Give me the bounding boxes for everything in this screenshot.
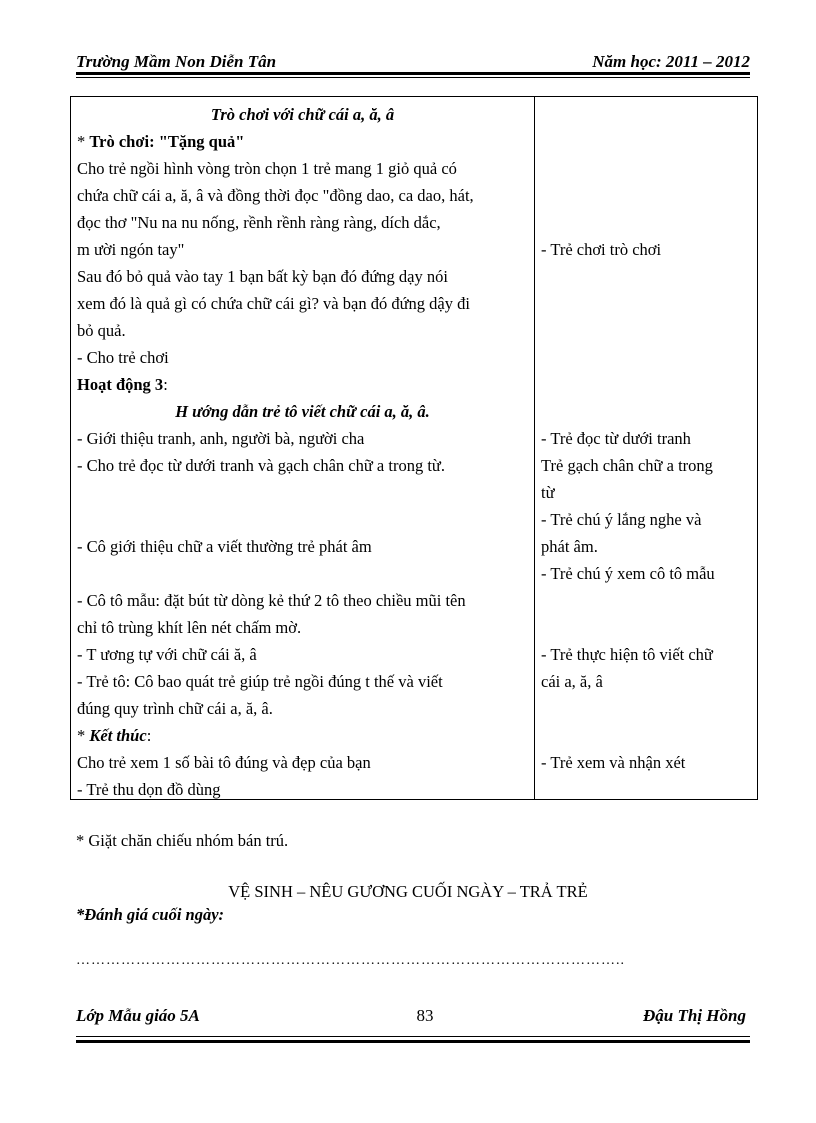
activity-line: đúng quy trình chữ cái a, ă, â. — [77, 699, 273, 718]
evaluation-dotted-line: ……………………………………………………………………………………………….. — [76, 953, 625, 968]
child-activity-line: - Trẻ chú ý lắng nghe và — [541, 510, 702, 529]
activity-line: xem đó là quả gì có chứa chữ cái gì? và bạn đó đứng dậy đi — [77, 294, 470, 313]
activity-line: Sau đó bỏ quả vào tay 1 bạn bất kỳ bạn đó đứng dạy nói — [77, 267, 448, 286]
column-divider — [534, 97, 535, 799]
child-activity-line: - Trẻ thực hiện tô viết chữ — [541, 645, 713, 664]
activity-line: bỏ quả. — [77, 321, 126, 340]
child-activity-line: Trẻ gạch chân chữ a trong — [541, 456, 713, 475]
game-label: Trò chơi — [89, 132, 150, 151]
child-activity-line: - Trẻ đọc từ dưới tranh — [541, 429, 691, 448]
colon: : — [146, 726, 152, 745]
footer-rule — [76, 1040, 750, 1043]
footer-rule-thin — [76, 1036, 750, 1037]
conclusion-label: Kết thúc — [89, 726, 147, 745]
game-name: : "Tặng quả" — [149, 132, 245, 151]
activity-3-label: Hoạt động 3 — [77, 375, 164, 394]
header-rule — [76, 72, 750, 75]
page-number: 83 — [416, 1006, 434, 1025]
child-activity-line: phát âm. — [541, 537, 598, 556]
lesson-table — [70, 96, 758, 800]
child-activity-line: cái a, ă, â — [541, 672, 603, 691]
evaluation-label: *Đánh giá cuối ngày: — [76, 905, 225, 924]
section-title: VỆ SINH – NÊU GƯƠNG CUỐI NGÀY – TRẢ TRẺ — [228, 882, 588, 901]
conclusion-heading — [77, 726, 151, 746]
child-activity-line: - Trẻ chú ý xem cô tô mẫu — [541, 564, 715, 583]
activity-line: - Cho trẻ đọc từ dưới tranh và gạch chân chữ a trong từ. — [77, 456, 445, 475]
game-name-line — [77, 132, 244, 152]
activity-line: - Trẻ tô: Cô bao quát trẻ giúp trẻ ngồi đúng t thế và viết — [77, 672, 443, 691]
activity-line: - Trẻ thu dọn đồ dùng — [77, 780, 221, 799]
activity-line: - T ương tự với chữ cái ă, â — [77, 645, 257, 664]
activity-line: chỉ tô trùng khít lên nét chấm mờ. — [77, 618, 302, 637]
activity-line: chứa chữ cái a, ă, â và đồng thời đọc "đồng dao, ca dao, hát, — [77, 186, 474, 205]
laundry-note: * Giặt chăn chiếu nhóm bán trú. — [76, 831, 289, 850]
activity-line: - Giới thiệu tranh, anh, người bà, người cha — [77, 429, 365, 448]
activity-line: Cho trẻ xem 1 số bài tô đúng và đẹp của bạn — [77, 753, 371, 772]
activity-3-heading — [77, 375, 168, 395]
child-activity-line: - Trẻ chơi trò chơi — [541, 240, 662, 259]
teacher-name: Đậu Thị Hồng — [643, 1006, 746, 1025]
activity-line: Cho trẻ ngồi hình vòng tròn chọn 1 trẻ mang 1 giỏ quả có — [77, 159, 457, 178]
activity-line: - Cô giới thiệu chữ a viết thường trẻ phát âm — [77, 537, 372, 556]
activity-3-title: H ướng dẫn trẻ tô viết chữ cái a, ă, â. — [175, 402, 430, 421]
child-activity-line: từ — [541, 483, 555, 502]
school-name: Trường Mầm Non Diễn Tân — [76, 52, 277, 71]
activity-line: đọc thơ "Nu na nu nống, rềnh rềnh ràng ràng, dích dắc, — [77, 213, 441, 232]
child-activity-line: - Trẻ xem và nhận xét — [541, 753, 686, 772]
school-year: Năm học: 2011 – 2012 — [592, 52, 750, 71]
activity-line: - Cho trẻ chơi — [77, 348, 169, 367]
header-rule-thin — [76, 77, 750, 78]
activity-line: - Cô tô mẫu: đặt bút từ dòng kẻ thứ 2 tô theo chiều mũi tên — [77, 591, 466, 610]
bullet: * — [77, 726, 90, 745]
activity-line: m ười ngón tay" — [77, 240, 185, 259]
class-name: Lớp Mẫu giáo 5A — [76, 1006, 200, 1025]
bullet: * — [77, 132, 90, 151]
game-title: Trò chơi với chữ cái a, ă, â — [210, 105, 395, 124]
colon: : — [163, 375, 168, 394]
